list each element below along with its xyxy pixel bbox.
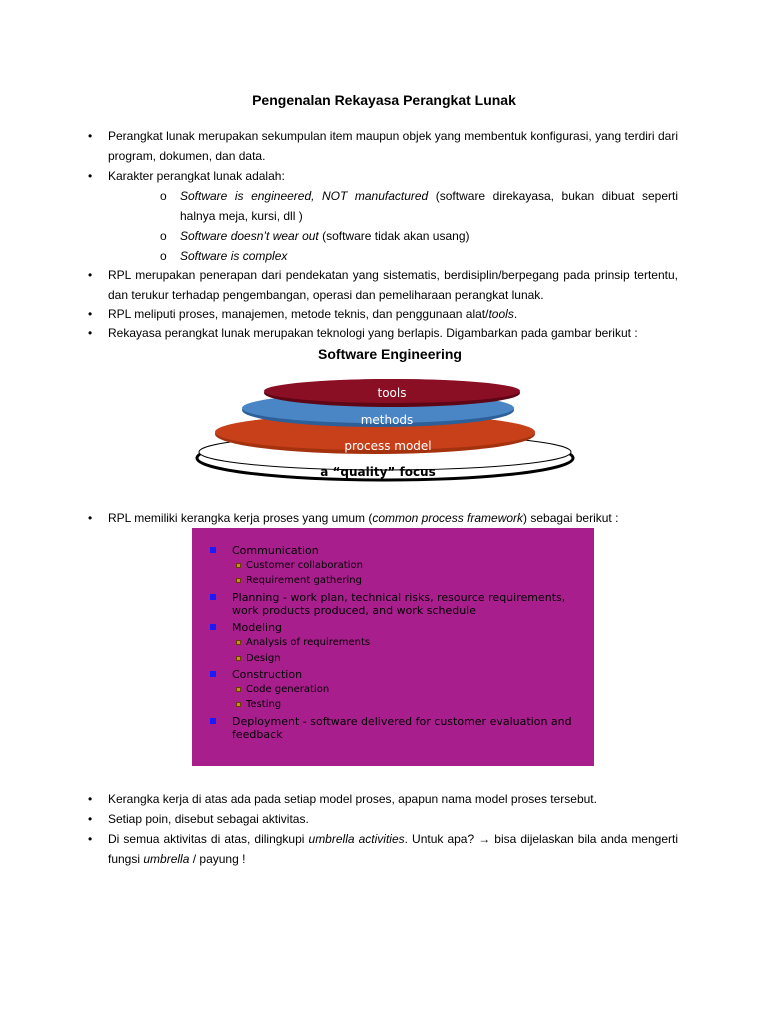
bullet-characteristics: • Karakter perangkat lunak adalah: bbox=[86, 166, 678, 186]
circle-bullet: o bbox=[160, 249, 167, 263]
bullet-definition: • Perangkat lunak merupakan sekumpulan item maupun objek yang membentuk konfigurasi, yang terdiri dari program, dokumen, dan data. bbox=[86, 126, 678, 166]
layer-tools-label: tools bbox=[377, 386, 407, 400]
square-bullet-icon bbox=[210, 547, 216, 553]
layer-methods-label: methods bbox=[360, 413, 414, 427]
bullet-dot: • bbox=[88, 326, 93, 340]
bullet-dot: • bbox=[88, 511, 93, 525]
bullet-layered: • Rekayasa perangkat lunak merupakan teknologi yang berlapis. Digambarkan pada gambar berikut : bbox=[86, 323, 678, 343]
square-bullet-icon bbox=[210, 624, 216, 630]
bullet-rpl-definition: • RPL merupakan penerapan dari pendekatan yang sistematis, berdisiplin/berpegang pada prinsip tertentu, dan terukur terhadap pengembangan, operasi dan pemeliharaan perangkat lunak. bbox=[86, 265, 678, 305]
framework-sub-item: Customer collaboration bbox=[236, 559, 363, 572]
circle-bullet: o bbox=[160, 229, 167, 243]
small-square-bullet-icon bbox=[236, 656, 241, 661]
framework-modeling: Modeling bbox=[210, 621, 580, 634]
small-square-bullet-icon bbox=[236, 702, 241, 707]
bullet-umbrella-note: • Di semua aktivitas di atas, dilingkupi umbrella activities. Untuk apa? → bisa dijelaskan bila anda mengerti fungsi umbrella / payung ! bbox=[86, 829, 678, 869]
framework-planning: Planning - work plan, technical risks, resource requirements, work products produced, and work schedule bbox=[210, 591, 580, 617]
framework-deployment: Deployment - software delivered for customer evaluation and feedback bbox=[210, 715, 580, 741]
bullet-dot: • bbox=[88, 268, 93, 282]
bullet-dot: • bbox=[88, 129, 93, 143]
bullet-dot: • bbox=[88, 832, 93, 846]
sub-item-wear-out: o Software doesn’t wear out (software tidak akan usang) bbox=[160, 226, 678, 246]
framework-sub-item: Testing bbox=[236, 698, 281, 711]
bullet-dot: • bbox=[88, 307, 93, 321]
bullet-dot: • bbox=[88, 812, 93, 826]
bullet-framework-intro: • RPL memiliki kerangka kerja proses yang umum (common process framework) sebagai berikut : bbox=[86, 508, 678, 528]
small-square-bullet-icon bbox=[236, 563, 241, 568]
framework-sub-item: Analysis of requirements bbox=[236, 636, 370, 649]
software-engineering-layers-figure bbox=[190, 370, 580, 485]
bullet-dot: • bbox=[88, 792, 93, 806]
bullet-framework-note: • Kerangka kerja di atas ada pada setiap model proses, apapun nama model proses tersebut. bbox=[86, 789, 678, 809]
framework-sub-item: Requirement gathering bbox=[236, 574, 362, 587]
bullet-dot: • bbox=[88, 169, 93, 183]
process-framework-panel bbox=[192, 528, 594, 766]
layer-quality-label: a “quality” focus bbox=[320, 465, 436, 479]
circle-bullet: o bbox=[160, 189, 167, 203]
small-square-bullet-icon bbox=[236, 687, 241, 692]
sub-item-complex: o Software is complex bbox=[160, 246, 678, 266]
layer-process-label: process model bbox=[344, 439, 432, 453]
square-bullet-icon bbox=[210, 594, 216, 600]
small-square-bullet-icon bbox=[236, 578, 241, 583]
page-title: Pengenalan Rekayasa Perangkat Lunak bbox=[252, 92, 516, 108]
framework-construction: Construction bbox=[210, 668, 580, 681]
figure-title: Software Engineering bbox=[318, 346, 462, 362]
bullet-activity-note: • Setiap poin, disebut sebagai aktivitas. bbox=[86, 809, 678, 829]
framework-sub-item: Design bbox=[236, 652, 281, 665]
square-bullet-icon bbox=[210, 671, 216, 677]
framework-communication: Communication bbox=[210, 544, 580, 557]
framework-sub-item: Code generation bbox=[236, 683, 329, 696]
small-square-bullet-icon bbox=[236, 640, 241, 645]
bullet-rpl-scope: • RPL meliputi proses, manajemen, metode teknis, dan penggunaan alat/tools. bbox=[86, 304, 678, 324]
sub-item-engineered: o Software is engineered, NOT manufactured (software direkayasa, bukan dibuat seperti halnya meja, kursi, dll ) bbox=[160, 186, 678, 226]
square-bullet-icon bbox=[210, 718, 216, 724]
